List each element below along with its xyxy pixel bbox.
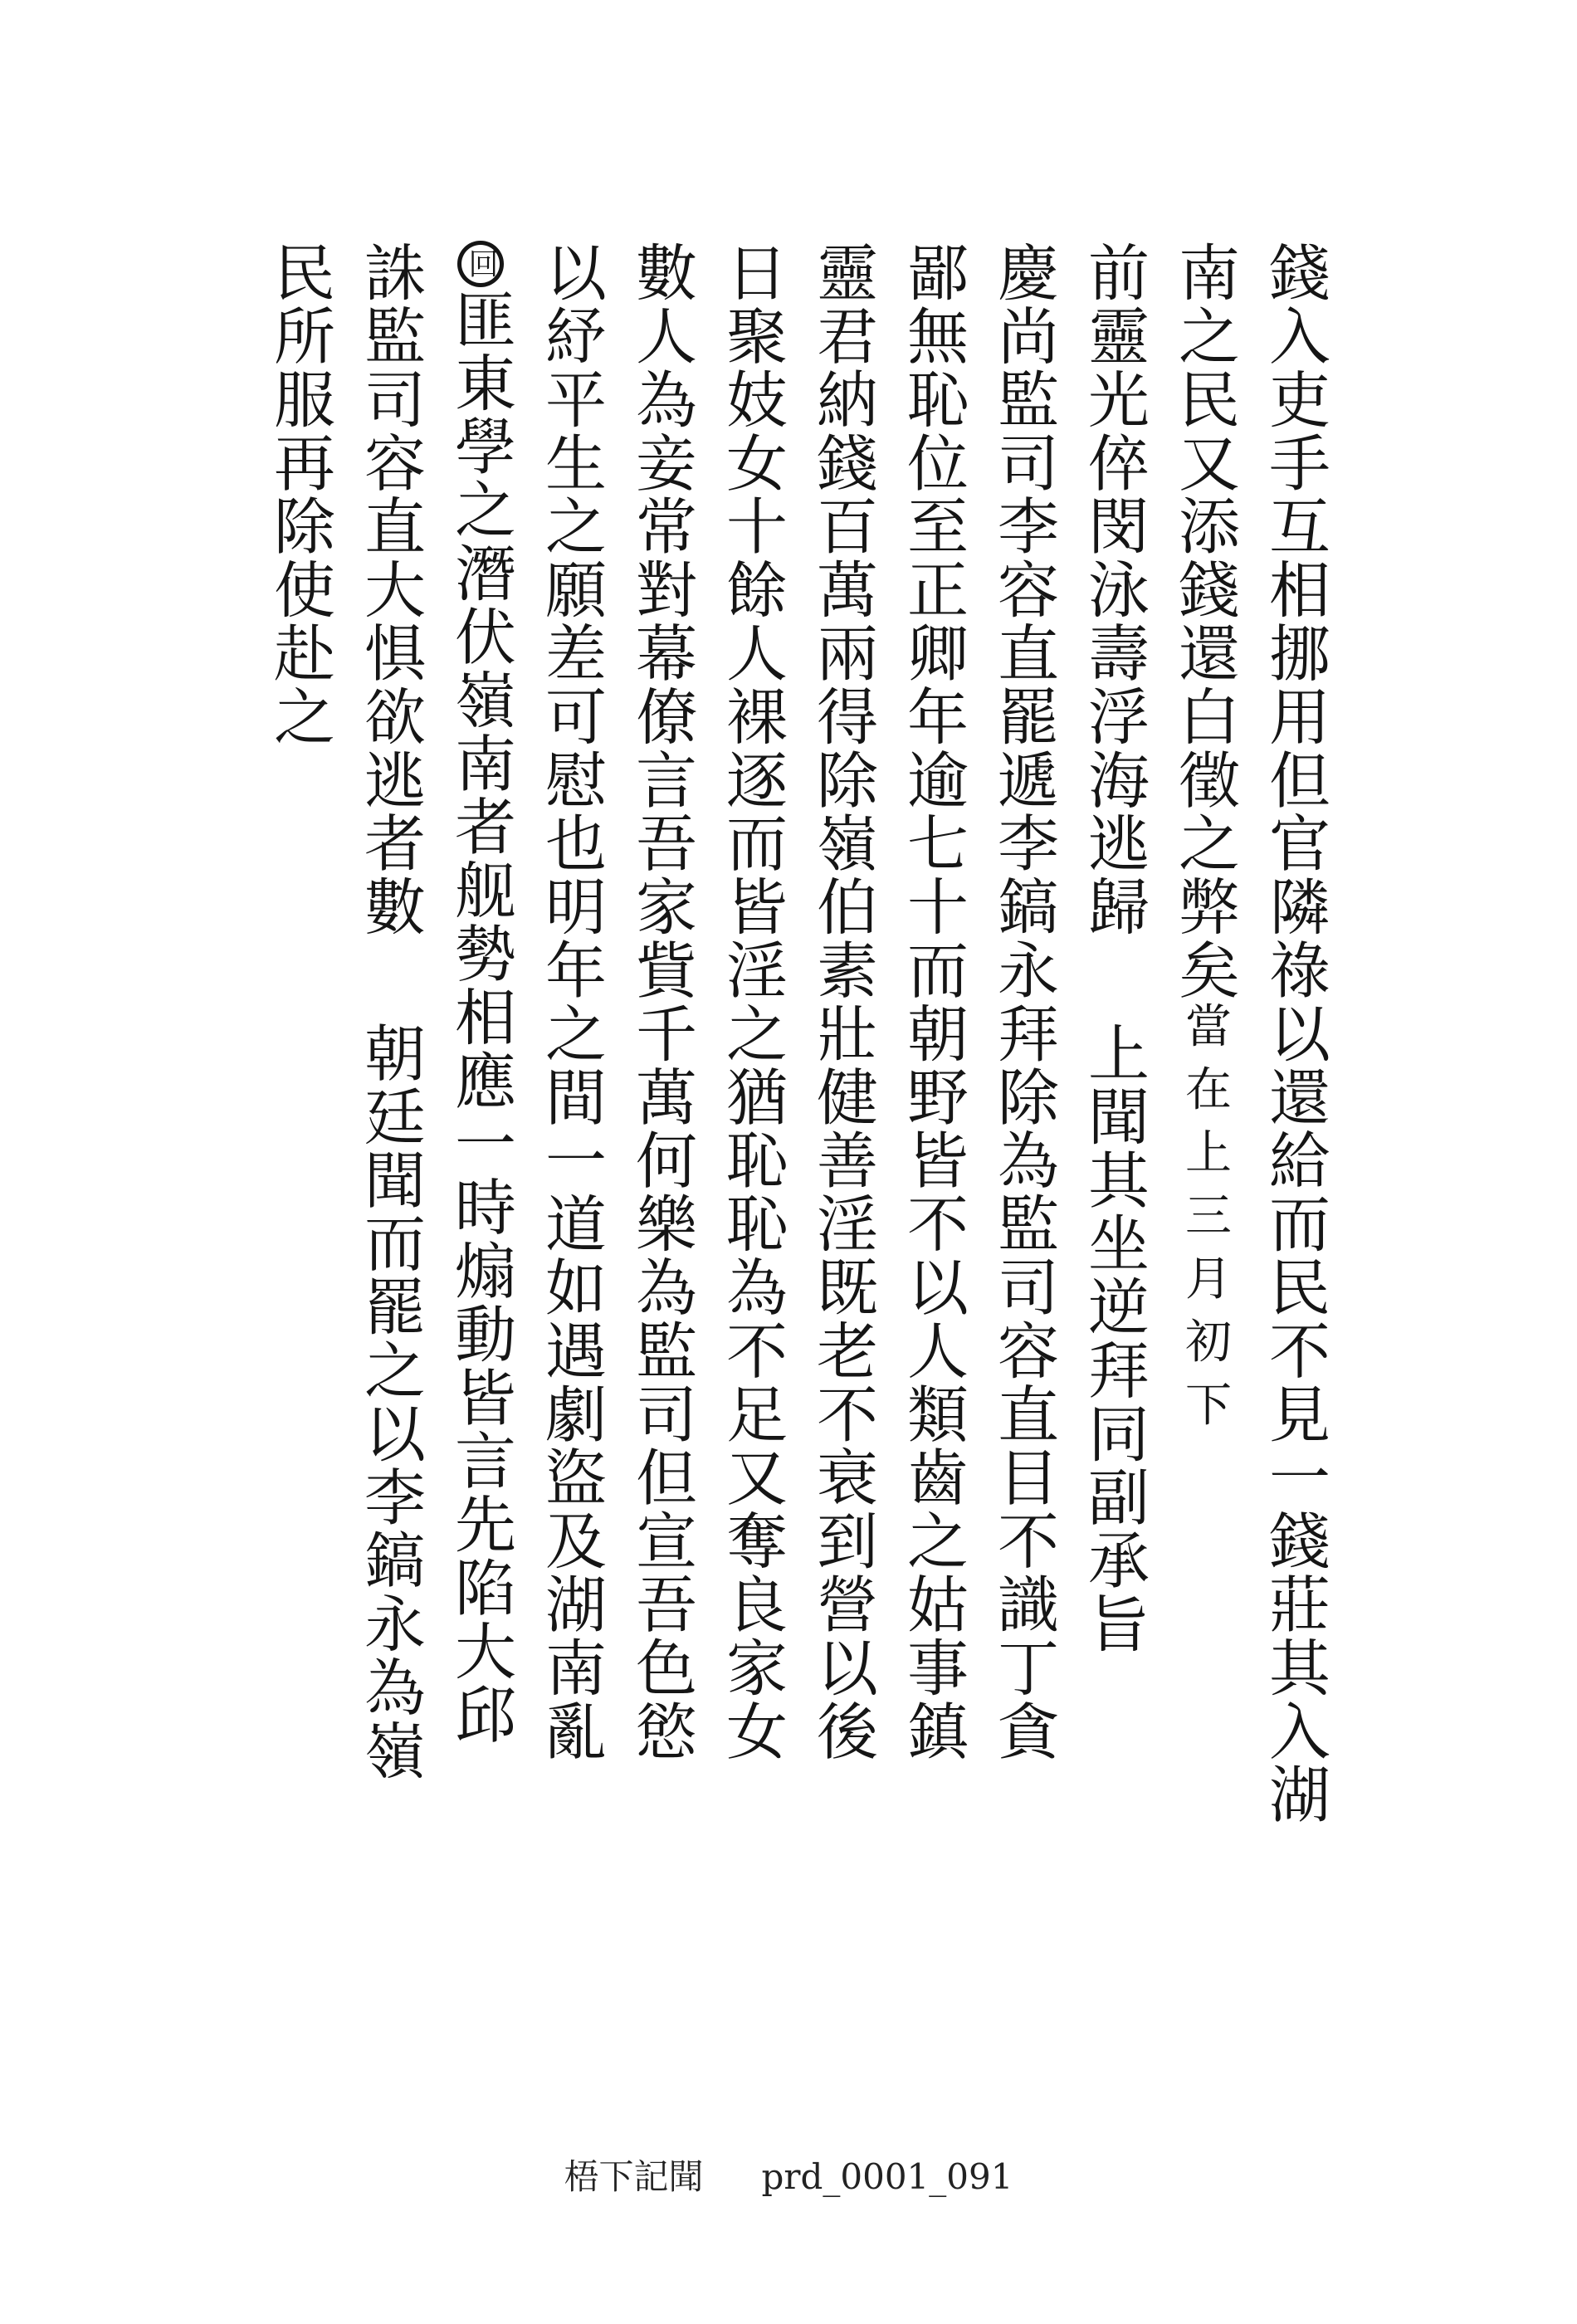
text-segment: 靈君納錢百萬兩得除嶺伯素壯健善淫既老不衰到營以後 xyxy=(807,241,878,1763)
text-column xyxy=(891,241,974,1763)
text-segment: 數人為妾常對幕僚言吾家貲千萬何樂為監司但宣吾色慾 xyxy=(626,241,697,1763)
text-column xyxy=(349,241,432,1782)
text-column xyxy=(1163,241,1246,1443)
book-title: 梧下記聞 xyxy=(564,2156,704,2197)
text-segment: 朝廷聞而罷之以李鎬永為嶺 xyxy=(354,1021,426,1783)
text-column xyxy=(258,241,341,748)
text-segment: 南之民又添錢還白徵之弊矣 xyxy=(1169,241,1240,1002)
text-segment: 誅監司容直大惧欲逃者數 xyxy=(354,241,426,939)
text-segment: 民所服再除使赴之 xyxy=(264,241,335,749)
text-column xyxy=(530,241,613,1763)
text-segment: 鄙無恥位至正卿年逾七十而朝野皆不以人類齒之姑事鎮 xyxy=(897,241,969,1763)
text-column xyxy=(620,241,703,1763)
text-segment: 上聞其坐逆拜同副承旨 xyxy=(1078,1021,1150,1656)
text-segment: 慶尚監司李容直罷遞李鎬永拜除為監司容直目不識丁貪 xyxy=(988,241,1059,1763)
vertical-text-block xyxy=(249,241,1336,1884)
text-segment: 匪東學之潛伏嶺南者舰勢相應一時煽動皆言先陷大邱 xyxy=(445,287,516,1746)
column-spacing xyxy=(386,938,394,1021)
text-column xyxy=(1253,241,1336,1826)
text-segment: 以紓平生之願差可慰也明年之間一道如遇劇盜及湖南亂 xyxy=(535,241,607,1763)
circled-mark: 回 xyxy=(457,241,504,287)
text-segment: 錢入吏手互相挪用但官隣祿以還給而民不見一錢 xyxy=(1259,241,1330,1573)
page-id: prd_0001_091 xyxy=(761,2156,1013,2197)
page-footer xyxy=(0,2150,1577,2200)
text-segment: 前靈光倅閔泳壽浮海逃歸 xyxy=(1078,241,1150,939)
text-column xyxy=(801,241,884,1763)
text-column xyxy=(982,241,1065,1763)
text-column xyxy=(1072,241,1155,1655)
text-segment: 日聚妓女十餘人裸逐而皆淫之猶恥恥為不足又奪良家女 xyxy=(716,241,788,1763)
text-column xyxy=(710,241,793,1763)
column-spacing xyxy=(1110,938,1118,1021)
text-segment: 當在上三月初下 xyxy=(1178,1001,1232,1443)
text-segment: 莊其入湖 xyxy=(1259,1572,1330,1827)
text-column xyxy=(439,241,522,1746)
